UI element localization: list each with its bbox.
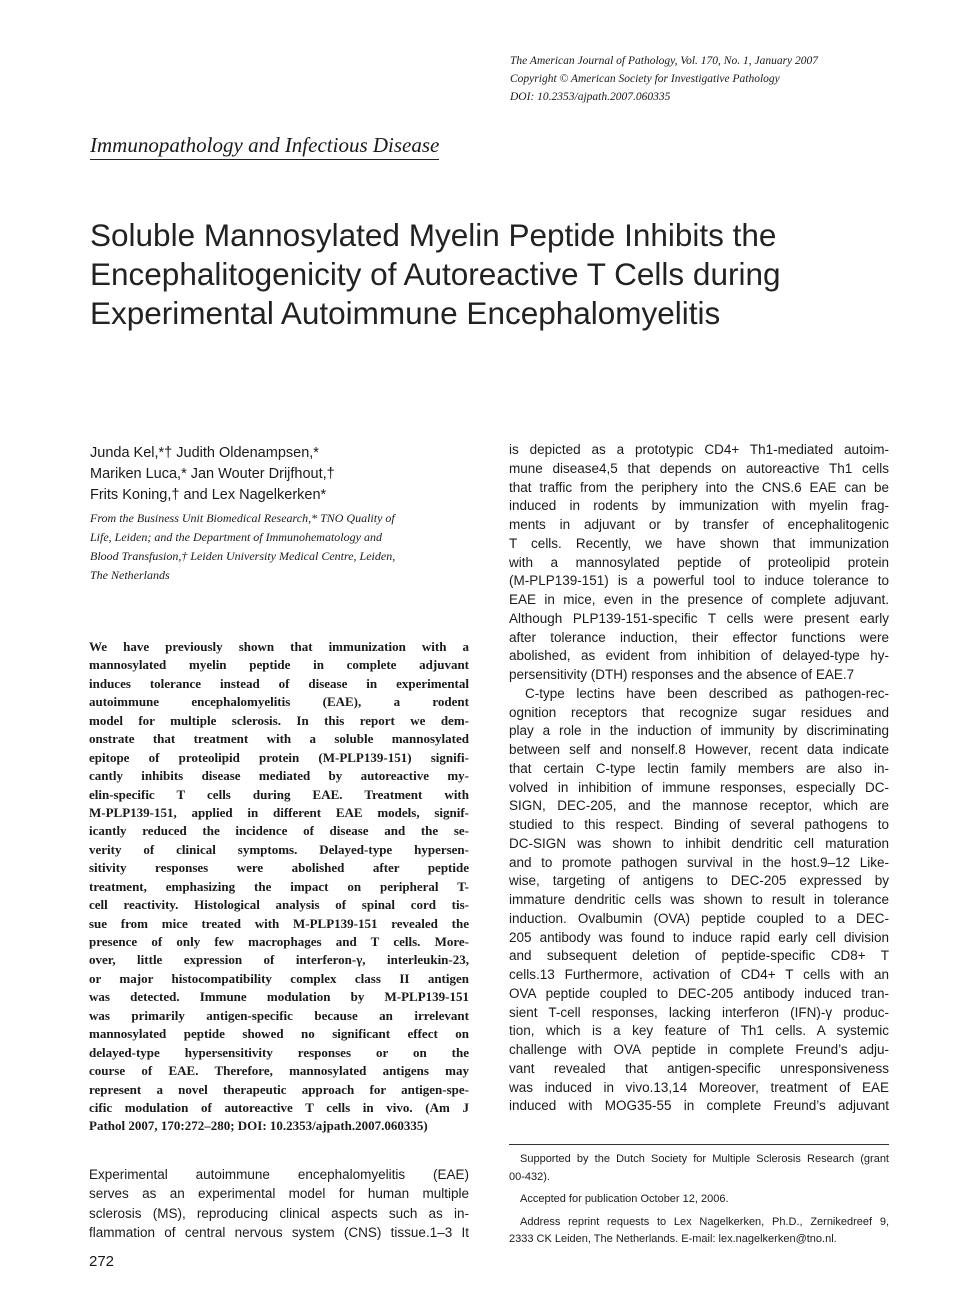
body-line: induced in rodents by immunization with myelin frag- xyxy=(509,498,889,514)
affiliation-line: The Netherlands xyxy=(90,568,170,582)
reprint-request-line: Address reprint requests to Lex Nagelkerken, Ph.D., Zernikedreef 9, xyxy=(520,1215,889,1228)
abstract-line: presence of only few macrophages and T cells. More- xyxy=(89,934,469,949)
article-title xyxy=(90,216,910,333)
introduction-left-column xyxy=(89,1165,469,1243)
body-line: and to promote pathogen survival in the host.9–12 Like- xyxy=(509,854,889,870)
body-line: 205 antibody was found to induce rapid early cell division xyxy=(509,929,889,945)
body-line: that traffic from the periphery into the CNS.6 EAE can be xyxy=(509,479,889,495)
author-line: Junda Kel,*† Judith Oldenampsen,* xyxy=(90,445,319,461)
abstract-line: We have previously shown that immunization with a xyxy=(89,639,469,654)
body-line: volved in inhibition of immune responses, especially DC- xyxy=(509,779,889,795)
page-number: 272 xyxy=(89,1253,115,1270)
body-line: is depicted as a prototypic CD4+ Th1-mediated autoim- xyxy=(509,442,889,457)
abstract-line: was detected. Immune modulation by M-PLP139-151 xyxy=(89,989,469,1005)
journal-citation: The American Journal of Pathology, Vol. 170, No. 1, January 2007 xyxy=(510,55,819,67)
footnotes xyxy=(509,1151,889,1249)
abstract-line: cific modulation of autoreactive T cells in vivo. (Am J xyxy=(89,1099,469,1115)
body-line: (M-PLP139-151) is a powerful tool to induce tolerance to xyxy=(509,573,889,589)
body-line: was induced in vivo.13,14 Moreover, treatment of EAE xyxy=(509,1079,889,1095)
body-line: serves as an experimental model for human multiple xyxy=(89,1186,469,1202)
body-line: sclerosis (MS), reproducing clinical aspects such as in- xyxy=(89,1205,469,1221)
body-line: mune disease4,5 that depends on autoreactive Th1 cells xyxy=(509,460,889,476)
body-line: immature dendritic cells was shown to result in tolerance xyxy=(509,892,889,907)
body-line: ognition receptors that recognize sugar residues and xyxy=(509,704,889,720)
abstract-line: or major histocompatibility complex class II antigen xyxy=(89,970,469,986)
abstract-line: onstrate that treatment with a soluble mannosylated xyxy=(89,731,469,747)
abstract-line: was primarily antigen-specific because an irrelevant xyxy=(89,1007,469,1023)
body-line: studied to this respect. Binding of several pathogens to xyxy=(509,817,889,832)
journal-header xyxy=(510,52,930,106)
abstract-line: verity of clinical symptoms. Delayed-type hypersen- xyxy=(89,841,469,857)
affiliation-line: Life, Leiden; and the Department of Immunohematology and xyxy=(90,530,382,544)
body-line: vant revealed that antigen-specific unresponsiveness xyxy=(509,1060,889,1076)
body-line: tion, which is a key feature of Th1 cells. A systemic xyxy=(509,1023,889,1039)
abstract-line: sue from mice treated with M-PLP139-151 revealed the xyxy=(89,915,469,931)
section-heading: Immunopathology and Infectious Disease xyxy=(90,132,439,160)
abstract-line: sitivity responses were abolished after peptide xyxy=(89,860,469,876)
body-line: challenge with OVA peptide in complete Freund’s adju- xyxy=(509,1042,889,1057)
body-line: cells.13 Furthermore, activation of CD4+ T cells with an xyxy=(509,967,889,982)
affiliation xyxy=(90,509,470,585)
author-list xyxy=(90,443,490,506)
copyright-notice: Copyright © American Society for Investigative Pathology xyxy=(510,73,780,85)
title-line: Soluble Mannosylated Myelin Peptide Inhibits the xyxy=(90,217,777,253)
body-line: persensitivity (DTH) responses and the absence of EAE.7 xyxy=(509,667,855,682)
abstract-line: cell reactivity. Histological analysis of spinal cord tis- xyxy=(89,897,469,913)
reprint-request-line: 2333 CK Leiden, The Netherlands. E-mail: lex.nagelkerken@tno.nl. xyxy=(509,1233,837,1245)
abstract-citation-line: Pathol 2007, 170:272–280; DOI: 10.2353/ajpath.2007.060335) xyxy=(89,1118,428,1134)
body-line: with a mannosylated peptide of proteolipid protein xyxy=(509,554,889,570)
author-line: Mariken Luca,* Jan Wouter Drijfhout,† xyxy=(90,466,335,482)
body-line: wise, targeting of antigens to DEC-205 expressed by xyxy=(509,873,889,889)
body-line: abolished, as evident from inhibition of delayed-type hy- xyxy=(509,648,889,664)
affiliation-line: From the Business Unit Biomedical Research,* TNO Quality of xyxy=(90,511,395,525)
title-line: Experimental Autoimmune Encephalomyelitis xyxy=(90,295,721,331)
body-line: between self and nonself.8 However, recent data indicate xyxy=(509,742,889,757)
title-line: Encephalitogenicity of Autoreactive T Cells during xyxy=(90,256,781,292)
abstract-line: M-PLP139-151, applied in different EAE models, signif- xyxy=(89,804,469,820)
abstract-line: mannosylated myelin peptide in complete adjuvant xyxy=(89,657,469,673)
body-line: ments in adjuvant or by transfer of encephalitogenic xyxy=(509,517,889,532)
introduction-right-column xyxy=(509,441,889,1116)
body-line: DC-SIGN was shown to inhibit dendritic cell maturation xyxy=(509,835,889,851)
abstract-line: delayed-type hypersensitivity responses or on the xyxy=(89,1044,469,1060)
funding-note-line: 00-432). xyxy=(509,1170,550,1183)
body-line: induction. Ovalbumin (OVA) peptide coupled to a DEC- xyxy=(509,910,889,926)
abstract-line: induces tolerance instead of disease in experimental xyxy=(89,675,469,691)
abstract-line: over, little expression of interferon-γ, interleukin-23, xyxy=(89,952,469,968)
body-line: play a role in the induction of immunity by discriminating xyxy=(509,723,889,739)
body-line: and subsequent deletion of peptide-specific CD8+ T xyxy=(509,948,889,964)
body-line: that certain C-type lectin family members are also in- xyxy=(509,760,889,776)
accepted-date-note: Accepted for publication October 12, 2006. xyxy=(520,1193,729,1205)
abstract-line: icantly reduced the incidence of disease and the se- xyxy=(89,823,469,839)
body-line: after tolerance induction, their effector functions were xyxy=(509,629,889,645)
abstract-line: epitope of proteolipid protein (M-PLP139-151) signifi- xyxy=(89,749,469,765)
footnote-divider xyxy=(509,1144,889,1145)
body-line: flammation of central nervous system (CNS) tissue.1–3 It xyxy=(89,1225,469,1241)
body-line: T cells. Recently, we have shown that immunization xyxy=(509,535,889,551)
author-line: Frits Koning,† and Lex Nagelkerken* xyxy=(90,487,327,503)
abstract-line: elin-specific T cells during EAE. Treatment with xyxy=(89,786,469,802)
abstract-line: treatment, emphasizing the impact on peripheral T- xyxy=(89,878,469,894)
abstract-line: mannosylated peptide showed no significant effect on xyxy=(89,1026,469,1042)
abstract-line: model for multiple sclerosis. In this report we dem- xyxy=(89,712,469,728)
affiliation-line: Blood Transfusion,† Leiden University Medical Centre, Leiden, xyxy=(90,549,396,563)
doi-line: DOI: 10.2353/ajpath.2007.060335 xyxy=(510,91,671,103)
body-line: C-type lectins have been described as pathogen-rec- xyxy=(525,685,889,701)
abstract-line: autoimmune encephalomyelitis (EAE), a rodent xyxy=(89,694,469,710)
body-line: sient T-cell responses, lacking interferon (IFN)-γ produc- xyxy=(509,1004,889,1020)
body-line: SIGN, DEC-205, and the mannose receptor, which are xyxy=(509,798,889,814)
body-line: induced with MOG35-55 in complete Freund’s adjuvant xyxy=(509,1098,889,1114)
body-line: Experimental autoimmune encephalomyelitis (EAE) xyxy=(89,1167,469,1182)
body-line: EAE in mice, even in the presence of complete adjuvant. xyxy=(509,592,889,607)
abstract-line: course of EAE. Therefore, mannosylated antigens may xyxy=(89,1063,469,1079)
body-line: OVA peptide coupled to DEC-205 antibody induced tran- xyxy=(509,985,889,1001)
abstract-line: cantly inhibits disease mediated by autoreactive my- xyxy=(89,768,469,784)
abstract xyxy=(89,638,469,1136)
abstract-line: represent a novel therapeutic approach for antigen-spe- xyxy=(89,1081,469,1097)
funding-note-line: Supported by the Dutch Society for Multiple Sclerosis Research (grant xyxy=(520,1153,889,1165)
body-line: Although PLP139-151-specific T cells were present early xyxy=(509,610,889,626)
